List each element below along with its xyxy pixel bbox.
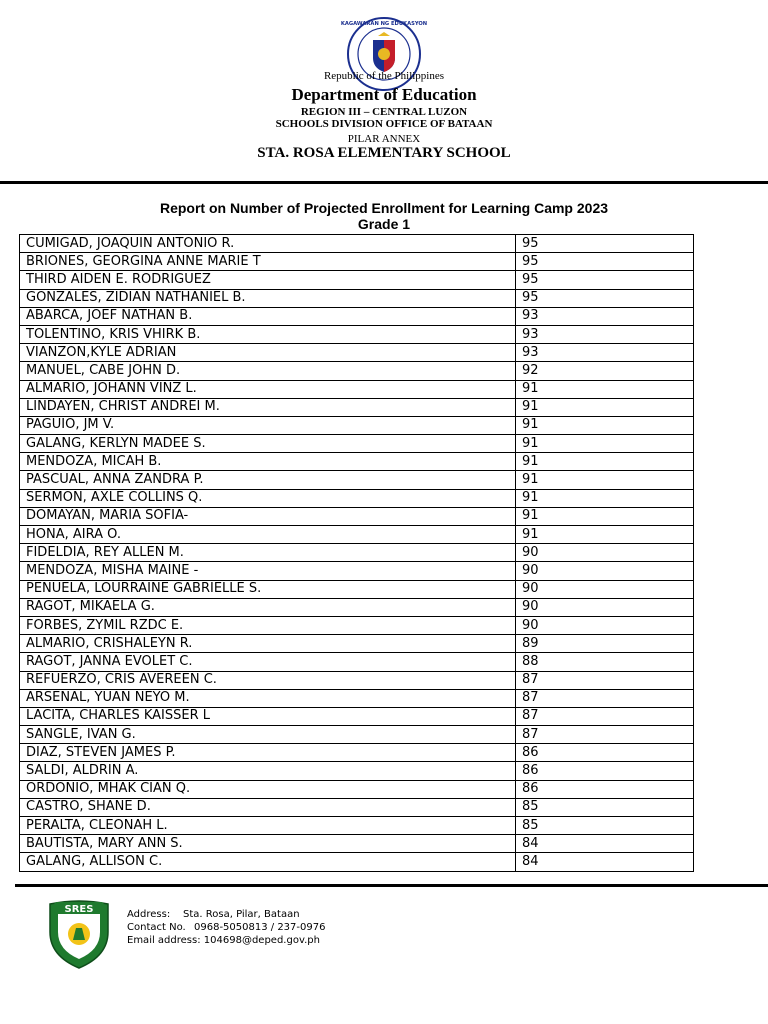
student-name-cell: ALMARIO, JOHANN VINZ L. [20,380,516,398]
student-name-cell: MENDOZA, MISHA MAINE - [20,562,516,580]
student-name-cell: ARSENAL, YUAN NEYO M. [20,689,516,707]
grade-label: Grade 1 [357,216,411,232]
footer-divider [15,884,768,887]
score-cell: 86 [515,780,693,798]
table-row [20,380,694,398]
student-name-cell: PASCUAL, ANNA ZANDRA P. [20,471,516,489]
score-cell: 87 [515,689,693,707]
table-row [20,453,694,471]
student-name-cell: BRIONES, GEORGINA ANNE MARIE T [20,253,516,271]
score-cell: 93 [515,307,693,325]
score-cell: 91 [515,526,693,544]
email-label: Email address: [127,935,201,946]
student-name-cell: PENUELA, LOURRAINE GABRIELLE S. [20,580,516,598]
annex-line: PILAR ANNEX [347,133,421,145]
student-name-cell: RAGOT, MIKAELA G. [20,598,516,616]
student-name-cell: GALANG, ALLISON C. [20,853,516,871]
score-cell: 92 [515,362,693,380]
student-name-cell: CUMIGAD, JOAQUIN ANTONIO R. [20,235,516,253]
student-name-cell: SANGLE, IVAN G. [20,726,516,744]
school-name: STA. ROSA ELEMENTARY SCHOOL [257,145,511,161]
table-row [20,544,694,562]
score-cell: 90 [515,598,693,616]
enrollment-table [19,234,694,872]
student-name-cell: MENDOZA, MICAH B. [20,453,516,471]
table-row [20,344,694,362]
table-row [20,435,694,453]
student-name-cell: ALMARIO, CRISHALEYN R. [20,635,516,653]
table-row [20,689,694,707]
score-cell: 91 [515,453,693,471]
table-row [20,817,694,835]
score-cell: 90 [515,562,693,580]
score-cell: 87 [515,707,693,725]
table-row [20,707,694,725]
table-row [20,580,694,598]
student-name-cell: CASTRO, SHANE D. [20,798,516,816]
table-row [20,762,694,780]
table-row [20,526,694,544]
table-row [20,489,694,507]
table-row [20,616,694,634]
table-row [20,235,694,253]
student-name-cell: LINDAYEN, CHRIST ANDREI M. [20,398,516,416]
score-cell: 93 [515,325,693,343]
seal-text: KAGAWARAN NG EDUKASYON [340,21,428,27]
score-cell: 91 [515,416,693,434]
table-row [20,635,694,653]
student-name-cell: LACITA, CHARLES KAISSER L [20,707,516,725]
report-title: Report on Number of Projected Enrollment for Learning Camp 2023 [159,200,609,216]
table-row [20,271,694,289]
table-row [20,598,694,616]
table-row [20,398,694,416]
score-cell: 84 [515,853,693,871]
address-value: Sta. Rosa, Pilar, Bataan [183,909,300,920]
table-row [20,307,694,325]
score-cell: 90 [515,616,693,634]
school-logo [46,898,112,970]
table-row [20,507,694,525]
email-value: 104698@deped.gov.ph [203,935,320,946]
address-label: Address: [127,909,171,920]
score-cell: 95 [515,235,693,253]
department-name: Department of Education [291,85,477,104]
student-name-cell: SERMON, AXLE COLLINS Q. [20,489,516,507]
score-cell: 86 [515,762,693,780]
division-line: SCHOOLS DIVISION OFFICE OF BATAAN [275,118,493,130]
score-cell: 95 [515,289,693,307]
score-cell: 93 [515,344,693,362]
score-cell: 91 [515,507,693,525]
student-name-cell: ORDONIO, MHAK CIAN Q. [20,780,516,798]
table-row [20,653,694,671]
student-name-cell: FORBES, ZYMIL RZDC E. [20,616,516,634]
score-cell: 95 [515,253,693,271]
student-name-cell: GALANG, KERLYN MADEE S. [20,435,516,453]
score-cell: 88 [515,653,693,671]
score-cell: 95 [515,271,693,289]
score-cell: 91 [515,380,693,398]
student-name-cell: SALDI, ALDRIN A. [20,762,516,780]
table-row [20,253,694,271]
student-name-cell: TOLENTINO, KRIS VHIRK B. [20,325,516,343]
score-cell: 91 [515,398,693,416]
republic-line: Republic of the Philippines [323,70,445,82]
table-row [20,726,694,744]
student-name-cell: ABARCA, JOEF NATHAN B. [20,307,516,325]
contact-label: Contact No. [127,922,186,933]
student-name-cell: HONA, AIRA O. [20,526,516,544]
score-cell: 91 [515,489,693,507]
score-cell: 84 [515,835,693,853]
table-row [20,853,694,871]
student-name-cell: BAUTISTA, MARY ANN S. [20,835,516,853]
student-name-cell: RAGOT, JANNA EVOLET C. [20,653,516,671]
student-name-cell: VIANZON,KYLE ADRIAN [20,344,516,362]
student-name-cell: MANUEL, CABE JOHN D. [20,362,516,380]
table-row [20,780,694,798]
table-row [20,671,694,689]
score-cell: 85 [515,798,693,816]
score-cell: 91 [515,471,693,489]
score-cell: 85 [515,817,693,835]
student-name-cell: FIDELDIA, REY ALLEN M. [20,544,516,562]
table-row [20,798,694,816]
table-row [20,289,694,307]
score-cell: 89 [515,635,693,653]
table-row [20,835,694,853]
student-name-cell: PAGUIO, JM V. [20,416,516,434]
table-row [20,362,694,380]
header-divider [0,181,768,184]
student-name-cell: REFUERZO, CRIS AVEREEN C. [20,671,516,689]
student-name-cell: GONZALES, ZIDIAN NATHANIEL B. [20,289,516,307]
score-cell: 90 [515,580,693,598]
student-name-cell: DIAZ, STEVEN JAMES P. [20,744,516,762]
score-cell: 86 [515,744,693,762]
region-line: REGION III – CENTRAL LUZON [300,106,468,118]
score-cell: 90 [515,544,693,562]
score-cell: 87 [515,671,693,689]
logo-text: SRES [64,904,94,915]
student-name-cell: PERALTA, CLEONAH L. [20,817,516,835]
table-row [20,325,694,343]
student-name-cell: DOMAYAN, MARIA SOFIA- [20,507,516,525]
contact-value: 0968-5050813 / 237-0976 [194,922,326,933]
table-row [20,744,694,762]
table-row [20,562,694,580]
score-cell: 87 [515,726,693,744]
score-cell: 91 [515,435,693,453]
footer-contact [127,908,325,947]
student-name-cell: THIRD AIDEN E. RODRIGUEZ [20,271,516,289]
table-row [20,416,694,434]
table-row [20,471,694,489]
